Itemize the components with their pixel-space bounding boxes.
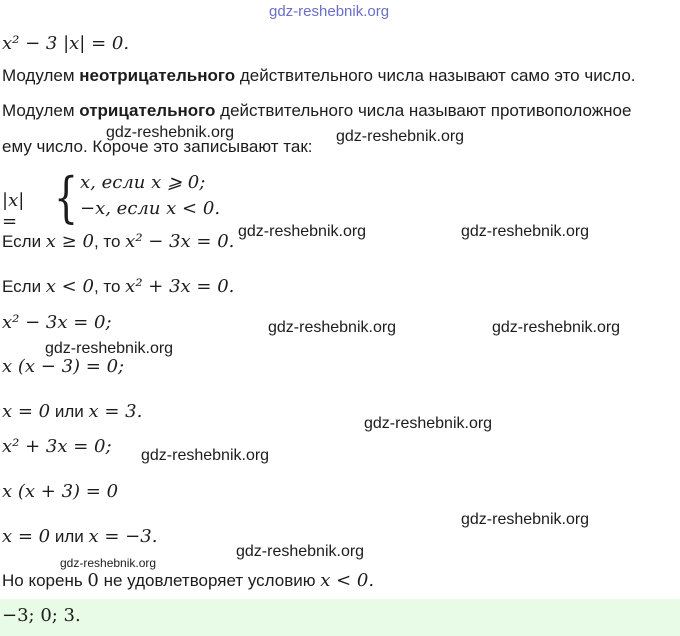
text: не удовлетворяет условию bbox=[98, 571, 321, 590]
watermark: gdz-reshebnik.org bbox=[60, 556, 157, 570]
step-5: x (x + 3) = 0 bbox=[2, 481, 119, 502]
text: действительного числа называют само это число. bbox=[235, 66, 636, 85]
system-lhs: |x| = bbox=[2, 190, 25, 232]
step-1: x² − 3x = 0; bbox=[2, 312, 112, 333]
answer-box bbox=[0, 599, 680, 636]
math: x = 0 bbox=[2, 401, 51, 422]
watermark: gdz-reshebnik.org bbox=[141, 447, 270, 464]
watermark: gdz-reshebnik.org bbox=[461, 511, 590, 528]
step-2: x (x − 3) = 0; bbox=[2, 356, 125, 377]
text: Но корень bbox=[2, 571, 88, 590]
watermark: gdz-reshebnik.org bbox=[492, 319, 621, 336]
watermark: gdz-reshebnik.org bbox=[461, 223, 590, 240]
watermark: gdz-reshebnik.org bbox=[106, 124, 235, 141]
text: или bbox=[50, 527, 89, 546]
answer: −3; 0; 3. bbox=[2, 605, 81, 626]
math: x ≥ 0 bbox=[45, 231, 94, 252]
math: x = 0 bbox=[2, 526, 51, 547]
math: x < 0. bbox=[320, 570, 375, 591]
step-4: x² + 3x = 0; bbox=[2, 436, 112, 457]
definition-negative-cont: ему число. Короче это записывают так: bbox=[2, 137, 313, 156]
step-6 bbox=[2, 526, 157, 547]
definition-negative bbox=[2, 101, 631, 121]
watermark: gdz-reshebnik.org bbox=[45, 340, 174, 357]
watermark: gdz-reshebnik.org bbox=[364, 415, 493, 432]
step-3 bbox=[2, 401, 142, 422]
math: x² + 3x = 0. bbox=[125, 276, 235, 297]
conclusion bbox=[2, 570, 374, 591]
math: x² − 3x = 0. bbox=[125, 231, 235, 252]
text: Если bbox=[2, 232, 46, 251]
watermark: gdz-reshebnik.org bbox=[268, 319, 397, 336]
watermark: gdz-reshebnik.org bbox=[269, 3, 390, 20]
case-negative: −x, если x < 0. bbox=[80, 198, 221, 219]
text: или bbox=[50, 402, 89, 421]
math: x = −3. bbox=[88, 526, 158, 547]
watermark: gdz-reshebnik.org bbox=[236, 543, 365, 560]
watermark: gdz-reshebnik.org bbox=[238, 223, 367, 240]
math: x < 0 bbox=[45, 276, 94, 297]
case-if-nonnegative bbox=[2, 231, 234, 252]
text: , то bbox=[93, 277, 126, 296]
case-nonnegative: x, если x ⩾ 0; bbox=[80, 172, 206, 193]
text: , то bbox=[93, 232, 126, 251]
definition-nonnegative bbox=[2, 66, 636, 86]
math: 0 bbox=[87, 570, 99, 591]
text: Модулем bbox=[2, 66, 80, 85]
bold-text: отрицательного bbox=[79, 101, 216, 120]
case-if-negative bbox=[2, 276, 234, 297]
brace-icon: { bbox=[54, 166, 79, 229]
watermark: gdz-reshebnik.org bbox=[336, 128, 465, 145]
text: действительного числа называют противоположное bbox=[215, 101, 632, 120]
math: x = 3. bbox=[88, 401, 143, 422]
equation: x² − 3 |x| = 0. bbox=[2, 33, 130, 54]
bold-text: неотрицательного bbox=[79, 66, 236, 85]
text: Модулем bbox=[2, 101, 80, 120]
text: Если bbox=[2, 277, 46, 296]
